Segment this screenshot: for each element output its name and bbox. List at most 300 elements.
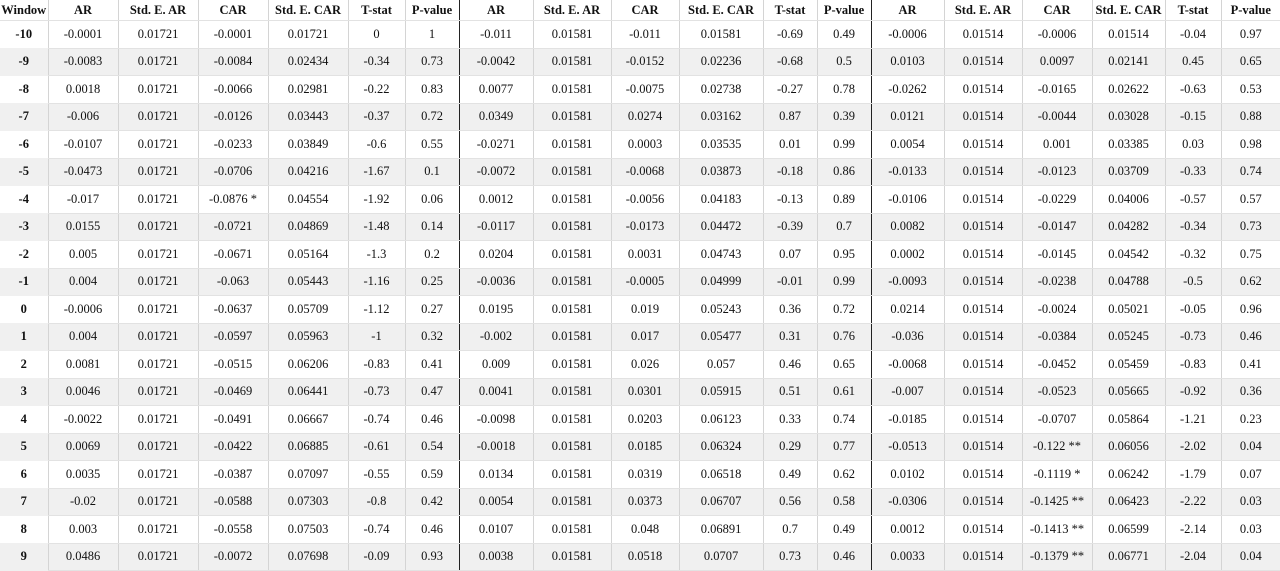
group3-std-e-car-cell: 0.05021 [1092,296,1165,324]
group1-car-cell: -0.0671 [198,241,268,269]
group2-std-e-ar-cell: 0.01581 [533,488,611,516]
group1-p-value-cell: 0.46 [405,406,459,434]
group2-p-value-cell: 0.99 [817,131,871,159]
group1-t-stat-cell: -1.67 [348,158,405,186]
group1-t-stat-cell: -0.55 [348,461,405,489]
group3-std-e-ar-cell: 0.01514 [944,268,1022,296]
group1-std-e-ar-cell: 0.01721 [118,131,198,159]
group2-std-e-car-cell: 0.06123 [679,406,763,434]
group3-std-e-car-cell: 0.04282 [1092,213,1165,241]
group1-car-cell: -0.0637 [198,296,268,324]
group1-std-e-ar-cell: 0.01721 [118,48,198,76]
group2-std-e-car-cell: 0.04999 [679,268,763,296]
group2-p-value-cell: 0.46 [817,543,871,571]
group2-car-cell: -0.0005 [611,268,679,296]
group2-ar-cell: -0.0018 [459,433,533,461]
group3-car-cell: -0.0145 [1022,241,1092,269]
group3-t-stat-cell: -0.32 [1165,241,1221,269]
group3-ar-cell: -0.0106 [871,186,944,214]
group3-p-value-cell: 0.75 [1221,241,1280,269]
header-window: Window [0,0,48,21]
window-cell: 6 [0,461,48,489]
header-group2-p-value: P-value [817,0,871,21]
group2-p-value-cell: 0.76 [817,323,871,351]
group1-ar-cell: 0.004 [48,323,118,351]
group2-std-e-ar-cell: 0.01581 [533,268,611,296]
group2-std-e-ar-cell: 0.01581 [533,21,611,49]
group3-ar-cell: 0.0103 [871,48,944,76]
group3-p-value-cell: 0.57 [1221,186,1280,214]
group3-std-e-car-cell: 0.05245 [1092,323,1165,351]
group2-t-stat-cell: 0.56 [763,488,817,516]
group1-p-value-cell: 0.93 [405,543,459,571]
group2-std-e-car-cell: 0.06518 [679,461,763,489]
group1-std-e-ar-cell: 0.01721 [118,213,198,241]
window-cell: -1 [0,268,48,296]
group1-p-value-cell: 0.83 [405,76,459,104]
group2-t-stat-cell: 0.87 [763,103,817,131]
group3-p-value-cell: 0.07 [1221,461,1280,489]
group2-p-value-cell: 0.74 [817,406,871,434]
header-row [0,0,1280,21]
group2-p-value-cell: 0.78 [817,76,871,104]
group2-std-e-car-cell: 0.05243 [679,296,763,324]
group3-p-value-cell: 0.62 [1221,268,1280,296]
group2-ar-cell: 0.0077 [459,76,533,104]
group2-t-stat-cell: -0.13 [763,186,817,214]
group3-ar-cell: 0.0002 [871,241,944,269]
group2-p-value-cell: 0.77 [817,433,871,461]
group1-ar-cell: -0.0001 [48,21,118,49]
table-body [0,21,1280,571]
group3-t-stat-cell: -0.04 [1165,21,1221,49]
table-row [0,103,1280,131]
group2-std-e-ar-cell: 0.01581 [533,323,611,351]
group2-ar-cell: 0.0041 [459,378,533,406]
group2-car-cell: 0.019 [611,296,679,324]
group1-ar-cell: 0.0018 [48,76,118,104]
group2-t-stat-cell: -0.39 [763,213,817,241]
window-cell: 8 [0,516,48,544]
group3-std-e-ar-cell: 0.01514 [944,296,1022,324]
group1-car-cell: -0.0126 [198,103,268,131]
group3-car-cell: -0.1413 ** [1022,516,1092,544]
group3-car-cell: -0.0384 [1022,323,1092,351]
group2-p-value-cell: 0.89 [817,186,871,214]
group1-t-stat-cell: -0.22 [348,76,405,104]
group3-std-e-car-cell: 0.06242 [1092,461,1165,489]
group1-std-e-car-cell: 0.07097 [268,461,348,489]
group1-ar-cell: -0.0473 [48,158,118,186]
group2-std-e-car-cell: 0.04743 [679,241,763,269]
group1-std-e-car-cell: 0.04216 [268,158,348,186]
group3-std-e-car-cell: 0.04006 [1092,186,1165,214]
table-row [0,488,1280,516]
group3-std-e-ar-cell: 0.01514 [944,433,1022,461]
group3-p-value-cell: 0.36 [1221,378,1280,406]
group2-ar-cell: 0.0134 [459,461,533,489]
group1-p-value-cell: 0.55 [405,131,459,159]
header-group1-std-e-ar: Std. E. AR [118,0,198,21]
group3-std-e-ar-cell: 0.01514 [944,323,1022,351]
group2-t-stat-cell: -0.27 [763,76,817,104]
group1-std-e-car-cell: 0.06667 [268,406,348,434]
group2-std-e-car-cell: 0.06324 [679,433,763,461]
header-group3-ar: AR [871,0,944,21]
group1-std-e-car-cell: 0.05443 [268,268,348,296]
group3-car-cell: -0.0238 [1022,268,1092,296]
group1-std-e-car-cell: 0.03443 [268,103,348,131]
group2-p-value-cell: 0.49 [817,516,871,544]
group2-std-e-car-cell: 0.05915 [679,378,763,406]
group1-std-e-ar-cell: 0.01721 [118,378,198,406]
table-row [0,516,1280,544]
group3-std-e-car-cell: 0.01514 [1092,21,1165,49]
group1-std-e-ar-cell: 0.01721 [118,516,198,544]
group3-p-value-cell: 0.96 [1221,296,1280,324]
window-cell: 5 [0,433,48,461]
group2-p-value-cell: 0.65 [817,351,871,379]
header-group3-std-e-ar: Std. E. AR [944,0,1022,21]
group1-t-stat-cell: -0.74 [348,406,405,434]
group2-car-cell: 0.0301 [611,378,679,406]
group2-car-cell: 0.017 [611,323,679,351]
group3-t-stat-cell: -0.34 [1165,213,1221,241]
group1-p-value-cell: 1 [405,21,459,49]
group1-std-e-ar-cell: 0.01721 [118,76,198,104]
group2-car-cell: 0.0031 [611,241,679,269]
group1-p-value-cell: 0.14 [405,213,459,241]
group3-p-value-cell: 0.04 [1221,543,1280,571]
group2-std-e-ar-cell: 0.01581 [533,158,611,186]
group2-t-stat-cell: 0.31 [763,323,817,351]
group1-t-stat-cell: -0.34 [348,48,405,76]
group3-p-value-cell: 0.88 [1221,103,1280,131]
group3-std-e-ar-cell: 0.01514 [944,76,1022,104]
group1-t-stat-cell: -0.37 [348,103,405,131]
group2-t-stat-cell: 0.49 [763,461,817,489]
group3-p-value-cell: 0.53 [1221,76,1280,104]
group1-p-value-cell: 0.46 [405,516,459,544]
group3-p-value-cell: 0.04 [1221,433,1280,461]
header-group2-std-e-ar: Std. E. AR [533,0,611,21]
group3-ar-cell: 0.0121 [871,103,944,131]
group1-p-value-cell: 0.41 [405,351,459,379]
header-group2-std-e-car: Std. E. CAR [679,0,763,21]
group3-car-cell: -0.0523 [1022,378,1092,406]
group3-std-e-ar-cell: 0.01514 [944,213,1022,241]
group3-std-e-car-cell: 0.06599 [1092,516,1165,544]
window-cell: -8 [0,76,48,104]
group3-std-e-ar-cell: 0.01514 [944,21,1022,49]
table-row [0,241,1280,269]
group3-std-e-ar-cell: 0.01514 [944,48,1022,76]
group3-t-stat-cell: -0.5 [1165,268,1221,296]
group2-car-cell: 0.0274 [611,103,679,131]
group1-std-e-ar-cell: 0.01721 [118,21,198,49]
group3-std-e-ar-cell: 0.01514 [944,461,1022,489]
table-row [0,76,1280,104]
group3-p-value-cell: 0.74 [1221,158,1280,186]
group1-std-e-car-cell: 0.05963 [268,323,348,351]
group2-std-e-car-cell: 0.05477 [679,323,763,351]
group3-ar-cell: 0.0102 [871,461,944,489]
group1-t-stat-cell: -0.6 [348,131,405,159]
group3-std-e-car-cell: 0.04788 [1092,268,1165,296]
group1-std-e-ar-cell: 0.01721 [118,433,198,461]
group2-std-e-car-cell: 0.04183 [679,186,763,214]
group3-car-cell: -0.0165 [1022,76,1092,104]
group3-std-e-ar-cell: 0.01514 [944,158,1022,186]
group1-p-value-cell: 0.25 [405,268,459,296]
group1-std-e-car-cell: 0.02981 [268,76,348,104]
group1-p-value-cell: 0.42 [405,488,459,516]
group3-car-cell: -0.0229 [1022,186,1092,214]
group1-ar-cell: 0.0069 [48,433,118,461]
group2-std-e-ar-cell: 0.01581 [533,516,611,544]
group3-car-cell: -0.0147 [1022,213,1092,241]
group1-ar-cell: 0.0046 [48,378,118,406]
group3-t-stat-cell: -0.92 [1165,378,1221,406]
window-cell: -10 [0,21,48,49]
group3-t-stat-cell: -1.79 [1165,461,1221,489]
group1-ar-cell: 0.003 [48,516,118,544]
group1-p-value-cell: 0.73 [405,48,459,76]
group1-std-e-ar-cell: 0.01721 [118,351,198,379]
group2-std-e-car-cell: 0.03535 [679,131,763,159]
group2-t-stat-cell: 0.33 [763,406,817,434]
group3-t-stat-cell: -0.33 [1165,158,1221,186]
group3-car-cell: 0.001 [1022,131,1092,159]
group3-std-e-car-cell: 0.03709 [1092,158,1165,186]
window-cell: -5 [0,158,48,186]
group2-t-stat-cell: -0.68 [763,48,817,76]
header-group2-t-stat: T-stat [763,0,817,21]
header-group2-ar: AR [459,0,533,21]
group2-std-e-ar-cell: 0.01581 [533,103,611,131]
group3-ar-cell: -0.007 [871,378,944,406]
group1-t-stat-cell: -0.83 [348,351,405,379]
group3-car-cell: -0.0006 [1022,21,1092,49]
group2-std-e-ar-cell: 0.01581 [533,186,611,214]
group2-ar-cell: -0.011 [459,21,533,49]
group3-ar-cell: 0.0082 [871,213,944,241]
group2-t-stat-cell: -0.18 [763,158,817,186]
group3-p-value-cell: 0.65 [1221,48,1280,76]
group1-ar-cell: -0.0022 [48,406,118,434]
group3-ar-cell: -0.0093 [871,268,944,296]
group1-t-stat-cell: -0.74 [348,516,405,544]
group3-t-stat-cell: -0.57 [1165,186,1221,214]
group3-std-e-ar-cell: 0.01514 [944,406,1022,434]
group2-std-e-car-cell: 0.03873 [679,158,763,186]
group3-std-e-car-cell: 0.06056 [1092,433,1165,461]
group1-p-value-cell: 0.27 [405,296,459,324]
group3-car-cell: -0.0024 [1022,296,1092,324]
table-row [0,158,1280,186]
group1-std-e-ar-cell: 0.01721 [118,461,198,489]
group2-std-e-ar-cell: 0.01581 [533,406,611,434]
group3-std-e-car-cell: 0.06771 [1092,543,1165,571]
group1-t-stat-cell: -0.09 [348,543,405,571]
group1-t-stat-cell: -0.61 [348,433,405,461]
group1-std-e-ar-cell: 0.01721 [118,323,198,351]
group2-t-stat-cell: -0.69 [763,21,817,49]
group2-ar-cell: 0.0012 [459,186,533,214]
group1-car-cell: -0.0001 [198,21,268,49]
group3-ar-cell: 0.0012 [871,516,944,544]
group2-ar-cell: 0.0107 [459,516,533,544]
group2-car-cell: 0.048 [611,516,679,544]
group3-std-e-ar-cell: 0.01514 [944,241,1022,269]
group1-t-stat-cell: -1 [348,323,405,351]
group1-std-e-ar-cell: 0.01721 [118,268,198,296]
group1-std-e-car-cell: 0.06206 [268,351,348,379]
table-row [0,131,1280,159]
group1-std-e-ar-cell: 0.01721 [118,186,198,214]
group2-car-cell: 0.0185 [611,433,679,461]
window-cell: 1 [0,323,48,351]
table-row [0,213,1280,241]
group1-ar-cell: 0.004 [48,268,118,296]
table-row [0,268,1280,296]
group1-car-cell: -0.0387 [198,461,268,489]
group1-ar-cell: -0.017 [48,186,118,214]
group1-std-e-car-cell: 0.07698 [268,543,348,571]
group2-ar-cell: -0.0042 [459,48,533,76]
group2-std-e-car-cell: 0.0707 [679,543,763,571]
group3-p-value-cell: 0.98 [1221,131,1280,159]
group2-car-cell: 0.0003 [611,131,679,159]
group2-p-value-cell: 0.7 [817,213,871,241]
table-row [0,378,1280,406]
group2-std-e-ar-cell: 0.01581 [533,351,611,379]
group2-t-stat-cell: 0.01 [763,131,817,159]
group3-t-stat-cell: -2.14 [1165,516,1221,544]
group3-std-e-car-cell: 0.04542 [1092,241,1165,269]
header-group3-car: CAR [1022,0,1092,21]
window-cell: -2 [0,241,48,269]
group1-car-cell: -0.0721 [198,213,268,241]
group3-std-e-car-cell: 0.06423 [1092,488,1165,516]
group3-std-e-car-cell: 0.05459 [1092,351,1165,379]
header-group3-std-e-car: Std. E. CAR [1092,0,1165,21]
group2-ar-cell: -0.002 [459,323,533,351]
table-row [0,296,1280,324]
group3-p-value-cell: 0.46 [1221,323,1280,351]
group1-std-e-ar-cell: 0.01721 [118,406,198,434]
group3-car-cell: -0.1119 * [1022,461,1092,489]
group3-p-value-cell: 0.73 [1221,213,1280,241]
header-group1-p-value: P-value [405,0,459,21]
group1-p-value-cell: 0.06 [405,186,459,214]
group2-p-value-cell: 0.39 [817,103,871,131]
group3-std-e-car-cell: 0.02141 [1092,48,1165,76]
group2-car-cell: -0.0173 [611,213,679,241]
group3-std-e-ar-cell: 0.01514 [944,131,1022,159]
group1-std-e-ar-cell: 0.01721 [118,103,198,131]
group2-car-cell: -0.0152 [611,48,679,76]
header-group3-p-value: P-value [1221,0,1280,21]
group2-p-value-cell: 0.58 [817,488,871,516]
group3-std-e-ar-cell: 0.01514 [944,103,1022,131]
group3-car-cell: 0.0097 [1022,48,1092,76]
group2-p-value-cell: 0.99 [817,268,871,296]
group1-std-e-car-cell: 0.05709 [268,296,348,324]
group2-std-e-car-cell: 0.02236 [679,48,763,76]
group2-std-e-car-cell: 0.06707 [679,488,763,516]
group1-ar-cell: 0.005 [48,241,118,269]
window-cell: 7 [0,488,48,516]
group2-std-e-car-cell: 0.02738 [679,76,763,104]
group2-ar-cell: 0.0038 [459,543,533,571]
group2-ar-cell: 0.0054 [459,488,533,516]
group1-car-cell: -0.0084 [198,48,268,76]
group1-std-e-ar-cell: 0.01721 [118,158,198,186]
group2-std-e-car-cell: 0.01581 [679,21,763,49]
group3-std-e-car-cell: 0.05864 [1092,406,1165,434]
group2-t-stat-cell: 0.07 [763,241,817,269]
group2-car-cell: -0.0068 [611,158,679,186]
group3-t-stat-cell: 0.45 [1165,48,1221,76]
window-cell: -9 [0,48,48,76]
group1-ar-cell: 0.0081 [48,351,118,379]
group1-car-cell: -0.063 [198,268,268,296]
group3-ar-cell: -0.0306 [871,488,944,516]
window-cell: 0 [0,296,48,324]
group1-car-cell: -0.0588 [198,488,268,516]
table-row [0,433,1280,461]
table-row [0,48,1280,76]
window-cell: -3 [0,213,48,241]
group3-t-stat-cell: -0.63 [1165,76,1221,104]
group2-p-value-cell: 0.5 [817,48,871,76]
group1-std-e-car-cell: 0.06441 [268,378,348,406]
group2-std-e-car-cell: 0.04472 [679,213,763,241]
group1-car-cell: -0.0706 [198,158,268,186]
group2-std-e-ar-cell: 0.01581 [533,461,611,489]
group3-t-stat-cell: -0.73 [1165,323,1221,351]
header-group3-t-stat: T-stat [1165,0,1221,21]
group3-std-e-car-cell: 0.03028 [1092,103,1165,131]
group2-car-cell: -0.011 [611,21,679,49]
group3-ar-cell: -0.0262 [871,76,944,104]
group1-t-stat-cell: 0 [348,21,405,49]
group2-std-e-ar-cell: 0.01581 [533,241,611,269]
group1-std-e-car-cell: 0.04554 [268,186,348,214]
group1-car-cell: -0.0233 [198,131,268,159]
group1-ar-cell: -0.006 [48,103,118,131]
group3-car-cell: -0.0123 [1022,158,1092,186]
group2-p-value-cell: 0.62 [817,461,871,489]
group3-car-cell: -0.122 ** [1022,433,1092,461]
group3-car-cell: -0.1379 ** [1022,543,1092,571]
group1-car-cell: -0.0597 [198,323,268,351]
group2-car-cell: 0.0373 [611,488,679,516]
group3-t-stat-cell: -2.04 [1165,543,1221,571]
group3-car-cell: -0.0044 [1022,103,1092,131]
group1-t-stat-cell: -1.92 [348,186,405,214]
group1-t-stat-cell: -1.12 [348,296,405,324]
group1-car-cell: -0.0469 [198,378,268,406]
group1-car-cell: -0.0072 [198,543,268,571]
group2-t-stat-cell: 0.36 [763,296,817,324]
window-cell: 4 [0,406,48,434]
group3-ar-cell: 0.0214 [871,296,944,324]
group2-p-value-cell: 0.49 [817,21,871,49]
group3-ar-cell: 0.0054 [871,131,944,159]
group3-p-value-cell: 0.23 [1221,406,1280,434]
